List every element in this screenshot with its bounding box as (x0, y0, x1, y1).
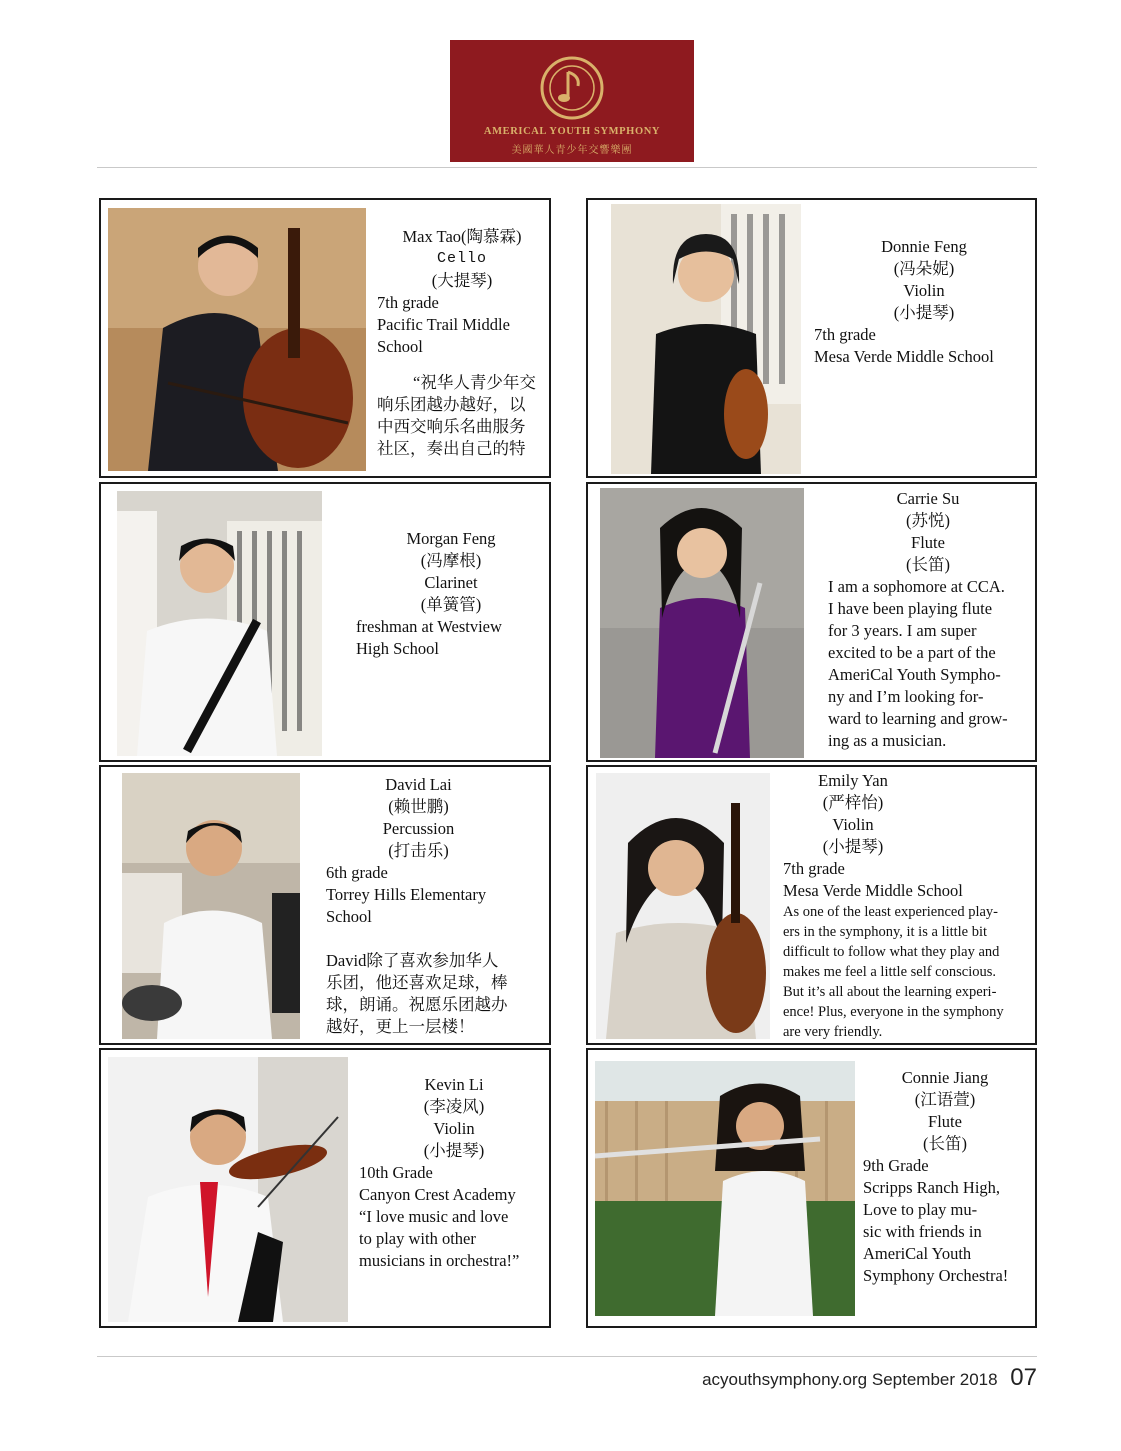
footer-website[interactable]: acyouthsymphony.org (702, 1370, 868, 1389)
music-note-emblem-icon (534, 50, 610, 126)
musician-card-david-lai (99, 765, 551, 1045)
david-lai-instrument-cn: (打击乐) (388, 841, 449, 860)
emily-yan-bio-5: But it’s all about the learning experi- (783, 984, 997, 1000)
david-lai-school-2: School (326, 907, 372, 926)
carrie-su-bio-2: I have been playing flute (828, 599, 993, 618)
photo-donnie-feng (611, 204, 801, 474)
connie-jiang-grade: 9th Grade (863, 1156, 929, 1175)
musician-card-carrie-su (586, 482, 1037, 762)
carrie-su-bio-3: for 3 years. I am super (828, 621, 977, 640)
kevin-li-quote-1: “I love music and love (359, 1207, 509, 1226)
emily-yan-name-cn: (严梓怡) (822, 793, 884, 812)
musician-card-connie-jiang (586, 1048, 1037, 1328)
max-tao-grade: 7th grade (377, 293, 439, 312)
kevin-li-quote-3: musicians in orchestra!” (359, 1251, 520, 1270)
carrie-su-bio-6: ny and I’m looking for- (828, 687, 984, 706)
donnie-feng-grade: 7th grade (814, 325, 876, 344)
connie-jiang-bio-3: AmeriCal Youth (863, 1244, 972, 1263)
carrie-su-name-cn: (苏悦) (906, 511, 950, 530)
carrie-su-instrument: Flute (911, 533, 945, 552)
max-tao-school: Pacific Trail Middle (377, 315, 510, 334)
emily-yan-bio-6: ence! Plus, everyone in the symphony (783, 1004, 1004, 1020)
david-lai-grade: 6th grade (326, 863, 388, 882)
logo-english-name: AMERICAL YOUTH SYMPHONY (483, 126, 661, 137)
donnie-feng-instrument-cn: (小提琴) (893, 303, 955, 322)
connie-jiang-bio-2: sic with friends in (863, 1222, 982, 1241)
david-lai-bio-1: David除了喜欢参加华人 (326, 951, 499, 970)
morgan-feng-instrument: Clarinet (424, 573, 478, 592)
max-tao-instrument: Cello (436, 250, 487, 267)
musician-card-emily-yan (586, 765, 1037, 1045)
carrie-su-bio-7: ward to learning and grow- (828, 709, 1008, 728)
connie-jiang-school: Scripps Ranch High, (863, 1178, 1001, 1197)
photo-carrie-su (600, 488, 804, 758)
morgan-feng-instrument-cn: (单簧管) (420, 595, 482, 614)
carrie-su-instrument-cn: (长笛) (906, 555, 950, 574)
max-tao-quote-3: 中西交响乐名曲服务 (377, 417, 526, 436)
david-lai-name-cn: (赖世鹏) (388, 797, 449, 816)
page-number: 07 (1010, 1364, 1037, 1391)
kevin-li-quote-2: to play with other (359, 1229, 476, 1248)
musician-card-max-tao (99, 198, 551, 478)
connie-jiang-name: Connie Jiang (901, 1068, 989, 1087)
carrie-su-bio-1: I am a sophomore at CCA. (828, 577, 1005, 596)
photo-connie-jiang (595, 1061, 855, 1316)
photo-david-lai (122, 773, 300, 1039)
morgan-feng-name: Morgan Feng (406, 529, 496, 548)
logo-chinese-name: 美國華人青少年交響樂團 (511, 145, 633, 156)
emily-yan-bio-7: are very friendly. (783, 1024, 883, 1040)
david-lai-bio-4: 越好，更上一层楼！ (326, 1017, 475, 1036)
emily-yan-bio-4: makes me feel a little self conscious. (783, 964, 996, 980)
emily-yan-school: Mesa Verde Middle School (783, 881, 963, 900)
david-lai-bio-2: 乐团，他还喜欢足球，棒 (326, 973, 508, 992)
emily-yan-name: Emily Yan (818, 771, 888, 790)
carrie-su-bio-5: AmeriCal Youth Sympho- (828, 665, 1001, 684)
david-lai-instrument: Percussion (382, 819, 455, 838)
carrie-su-name: Carrie Su (896, 489, 960, 508)
morgan-feng-name-cn: (冯摩根) (420, 551, 482, 570)
carrie-su-bio-8: ing as a musician. (828, 731, 947, 750)
connie-jiang-name-cn: (江语萱) (914, 1090, 976, 1109)
photo-max-tao (108, 208, 366, 471)
kevin-li-instrument-cn: (小提琴) (423, 1141, 485, 1160)
kevin-li-instrument: Violin (433, 1119, 475, 1138)
kevin-li-name-cn: (李凌风) (423, 1097, 485, 1116)
donnie-feng-name: Donnie Feng (881, 237, 967, 256)
musician-card-morgan-feng (99, 482, 551, 762)
emily-yan-bio-1: As one of the least experienced play- (783, 904, 998, 920)
symphony-logo (450, 40, 694, 162)
connie-jiang-instrument-cn: (长笛) (923, 1134, 967, 1153)
emily-yan-bio-3: difficult to follow what they play and (783, 944, 1000, 960)
morgan-feng-grade-school: freshman at Westview (356, 617, 502, 636)
header-divider (97, 167, 1037, 168)
emily-yan-grade: 7th grade (783, 859, 845, 878)
kevin-li-grade: 10th Grade (359, 1163, 433, 1182)
emily-yan-bio-2: ers in the symphony, it is a little bit (783, 924, 988, 940)
photo-emily-yan (596, 773, 770, 1039)
david-lai-name: David Lai (385, 775, 452, 794)
donnie-feng-school: Mesa Verde Middle School (814, 347, 994, 366)
musician-card-kevin-li (99, 1048, 551, 1328)
kevin-li-name: Kevin Li (424, 1075, 484, 1094)
photo-kevin-li (108, 1057, 348, 1322)
david-lai-bio-3: 球，朗诵。祝愿乐团越办 (326, 995, 508, 1014)
max-tao-name: Max Tao(陶慕霖) (402, 227, 522, 246)
carrie-su-bio-4: excited to be a part of the (828, 643, 996, 662)
donnie-feng-instrument: Violin (903, 281, 945, 300)
connie-jiang-bio-4: Symphony Orchestra! (863, 1266, 1009, 1285)
connie-jiang-bio-1: Love to play mu- (863, 1200, 978, 1219)
max-tao-school-2: School (377, 337, 423, 356)
david-lai-school: Torrey Hills Elementary (326, 885, 487, 904)
emily-yan-instrument-cn: (小提琴) (822, 837, 884, 856)
donnie-feng-name-cn: (冯朵妮) (893, 259, 955, 278)
max-tao-quote-4: 社区，奏出自己的特 (377, 439, 526, 458)
footer-divider (97, 1356, 1037, 1357)
musician-card-donnie-feng (586, 198, 1037, 478)
max-tao-quote-2: 响乐团越办越好，以 (377, 395, 526, 414)
morgan-feng-school-2: High School (356, 639, 439, 658)
page-footer (702, 1364, 1037, 1392)
photo-morgan-feng (117, 491, 322, 756)
max-tao-quote-1: “祝华人青少年交 (413, 373, 536, 392)
max-tao-instrument-cn: (大提琴) (431, 271, 493, 290)
connie-jiang-instrument: Flute (928, 1112, 962, 1131)
emily-yan-instrument: Violin (832, 815, 874, 834)
footer-date: September 2018 (871, 1370, 998, 1389)
kevin-li-school: Canyon Crest Academy (359, 1185, 516, 1204)
